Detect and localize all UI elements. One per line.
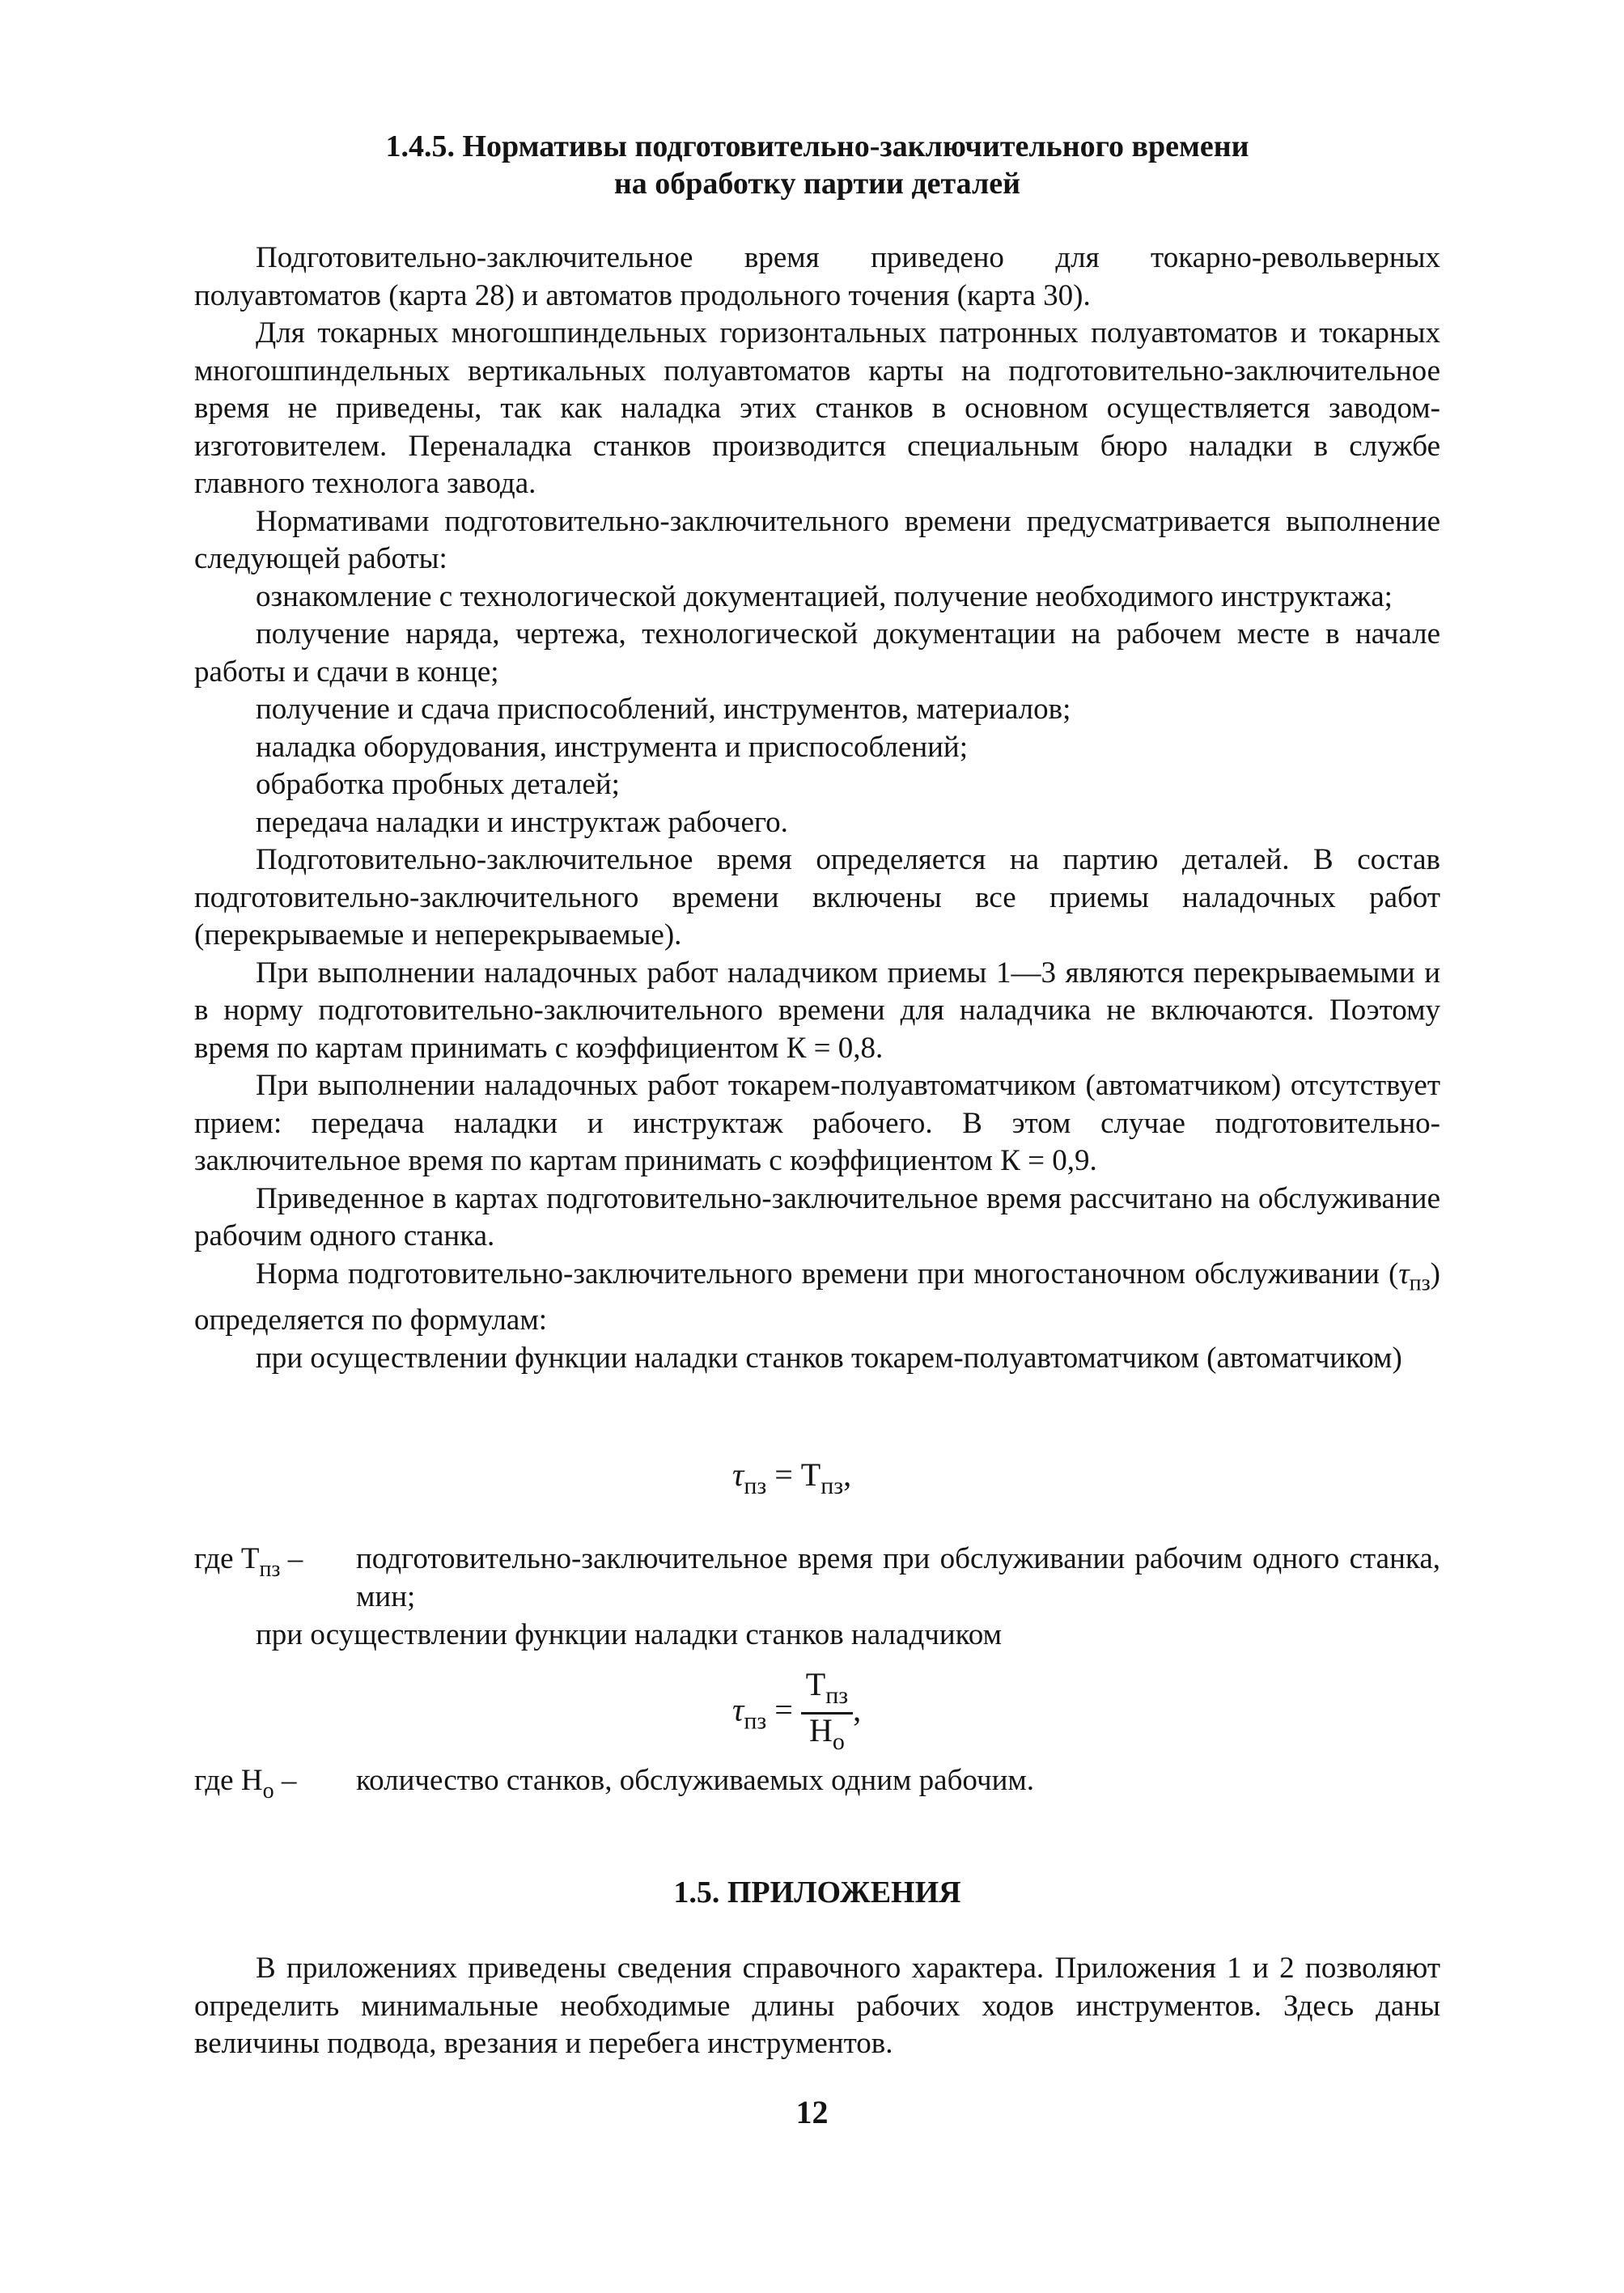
paragraph-multimachine-norm: Норма подготовительно-заключительного времени при многостаночном обслуживании $(\tau_{пз})$ определяется по формулам:: [194, 1257, 1440, 1337]
section-heading: [194, 128, 1440, 202]
section-heading-line2: на обработку партии деталей: [613, 167, 1021, 201]
paragraph-operator-coefficient: При выполнении наладочных работ токарем-полуавтоматчиком (автоматчиком) отсутствует прием: передача наладки и инструктаж рабочего. В этом случае подготовительно-заключительное время по картам принимать с коэффициентом К = 0,9.: [194, 1069, 1440, 1177]
main-text: [194, 239, 1440, 1377]
where-clause-no: где $Н_о$ – количество станков, обслуживаемых одним рабочим.: [194, 1762, 1440, 1800]
list-item-fixtures: получение и сдача приспособлений, инструментов, материалов;: [256, 693, 1071, 726]
list-item-trial-parts: обработка пробных деталей;: [256, 768, 620, 801]
where-clause-tpz: где $Т_{пз}$ – подготовительно-заключительное время при обслуживании рабочим одного станка, мин;: [194, 1541, 1440, 1616]
appendix-heading: 1.5. ПРИЛОЖЕНИЯ: [673, 1876, 961, 1909]
paragraph-norms: Нормативами подготовительно-заключительного времени предусматривается выполнение следующей работы:: [194, 504, 1440, 575]
appendix-text: [194, 1950, 1440, 2063]
paragraph-intro: Подготовительно-заключительное время приведено для токарно-револьверных полуавтоматов (карта 28) и автоматов продольного точения (карта 30).: [194, 241, 1440, 312]
list-item-setup: наладка оборудования, инструмента и приспособлений;: [256, 730, 968, 764]
paragraph-case-setter: при осуществлении функции наладки станков наладчиком: [256, 1618, 1002, 1651]
where-clause-no-text: количество станков, обслуживаемых одним рабочим.: [356, 1764, 1035, 1797]
paragraph-appendix: В приложениях приведены сведения справочного характера. Приложения 1 и 2 позволяют определить минимальные необходимые длины рабочих ходов инструментов. Здесь даны величины подвода, врезания и перебега инструментов.: [194, 1952, 1440, 2060]
where-clause-tpz-text: подготовительно-заключительное время при обслуживании рабочим одного станка, мин;: [356, 1542, 1440, 1613]
formula-operator: $\tau_{пз} = Т_{пз}$,: [732, 1456, 852, 1499]
paragraph-single-machine: Приведенное в картах подготовительно-заключительное время рассчитано на обслуживание рабочим одного станка.: [194, 1181, 1440, 1252]
list-item-documentation: ознакомление с технологической документацией, получение необходимого инструктажа;: [256, 579, 1393, 613]
paragraph-multispindle: Для токарных многошпиндельных горизонтальных патронных полуавтоматов и токарных многошпиндельных вертикальных полуавтоматов карты на подготовительно-заключительное время не приведены, так как наладка этих станков в основном осуществляется заводом-изготовителем. Переналадка станков производится специальным бюро наладки в службе главного технолога завода.: [194, 316, 1440, 500]
paragraph-setter-coefficient: При выполнении наладочных работ наладчиком приемы 1—3 являются перекрываемыми и в норму подготовительно-заключительного времени для наладчика не включаются. Поэтому время по картам принимать с коэффициентом К = 0,8.: [194, 956, 1440, 1065]
list-item-handover: передача наладки и инструктаж рабочего.: [256, 805, 788, 839]
list-item-work-order: получение наряда, чертежа, технологической документации на рабочем месте в начале работы и сдачи в конце;: [194, 617, 1440, 689]
section-heading-line1: 1.4.5. Нормативы подготовительно-заключительного времени: [385, 129, 1249, 163]
page-number: 12: [795, 2094, 829, 2130]
case-setter: [194, 1617, 1440, 1655]
paragraph-batch: Подготовительно-заключительное время определяется на партию деталей. В состав подготовительно-заключительного времени включены все приемы наладочных работ (перекрываемые и неперекрываемые).: [194, 843, 1440, 952]
paragraph-case-operator: при осуществлении функции наладки станков токарем-полуавтоматчиком (автоматчиком): [256, 1341, 1402, 1375]
formula-setter: $\tau_{пз}$ = $\frac{Т_{пз}}{Н_о}$ ,: [732, 1666, 862, 1755]
